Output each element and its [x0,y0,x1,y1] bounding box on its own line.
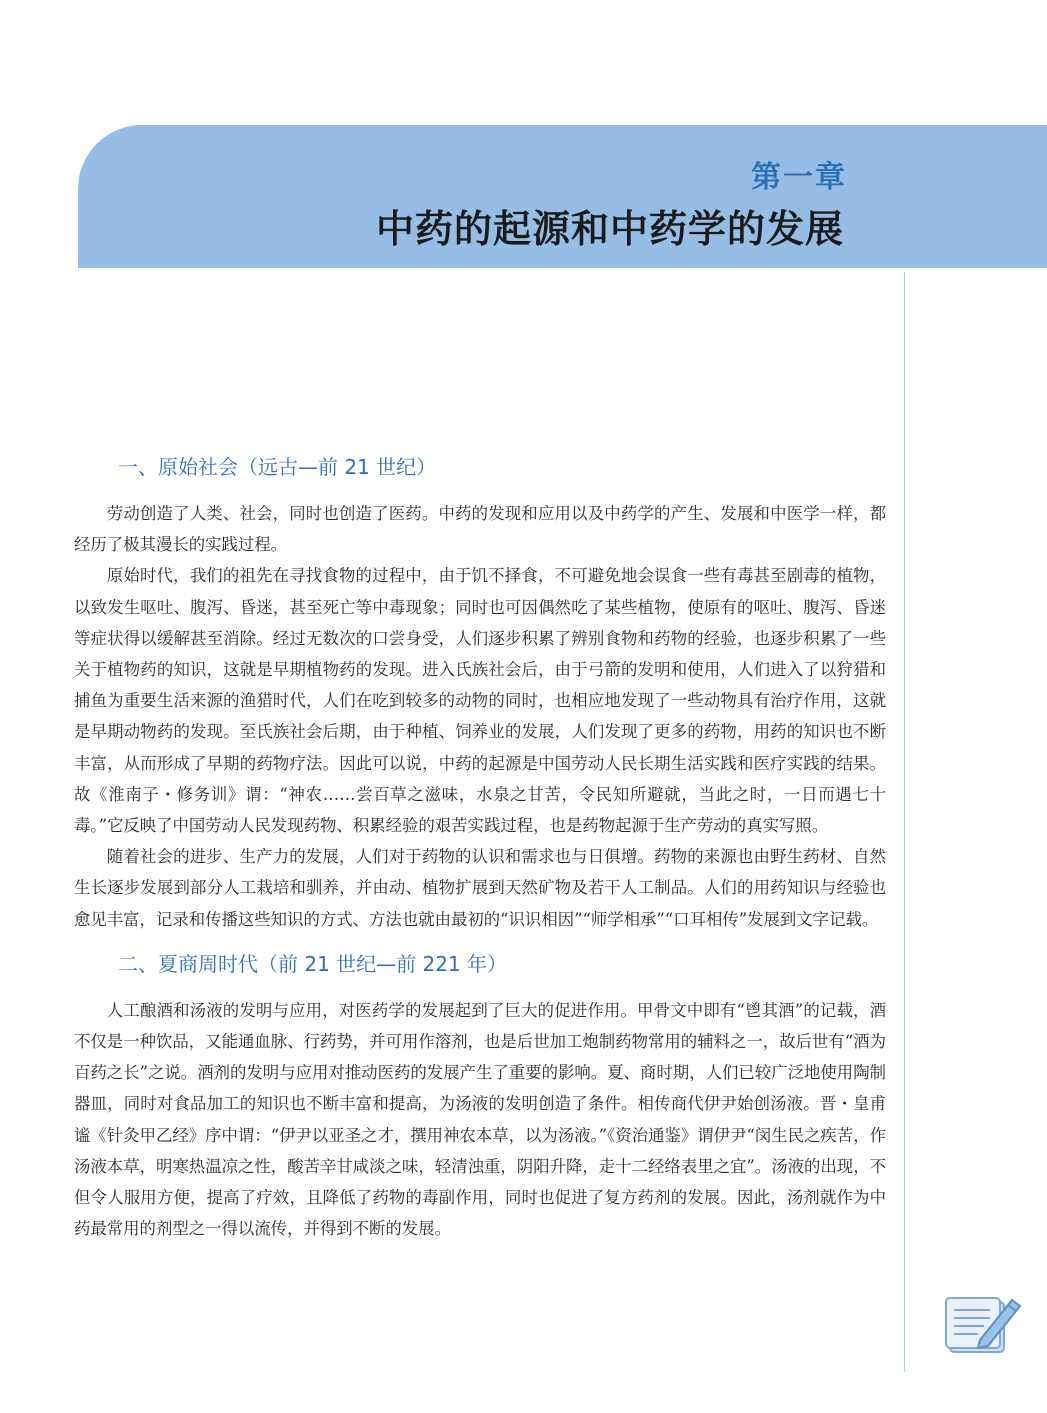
paragraph: 劳动创造了人类、社会，同时也创造了医药。中药的发现和应用以及中药学的产生、发展和中医学一样，都经历了极其漫长的实践过程。 [74,504,886,555]
chapter-label: 第一章 [751,160,847,195]
chapter-title: 中药的起源和中药学的发展 [375,206,844,251]
section-heading-xia-shang-zhou: 二、夏商周时代（前 21 世纪—前 221 年） [118,951,508,976]
section-heading-primitive-society: 一、原始社会（远古—前 21 世纪） [118,455,437,479]
page-content [74,452,886,1244]
note-pencil-icon [942,1290,1024,1360]
margin-rule [904,272,905,1372]
paragraph: 原始时代，我们的祖先在寻找食物的过程中，由于饥不择食，不可避免地会误食一些有毒甚至剧毒的植物，以致发生呕吐、腹泻、昏迷，甚至死亡等中毒现象；同时也可因偶然吃了某些植物，使原有的呕吐、腹泻、昏迷等症状得以缓解甚至消除。经过无数次的口尝身受，人们逐步积累了辨别食物和药物的经验，也逐步积累了一些关于植物药的知识，这就是早期植物药的发现。进入氏族社会后，由于弓箭的发明和使用，人们进入了以狩猎和捕鱼为重要生活来源的渔猎时代，人们在吃到较多的动物的同时，也相应地发现了一些动物具有治疗作用，这就是早期动物药的发现。至氏族社会后期，由于种植、饲养业的发展，人们发现了更多的药物，用药的知识也不断丰富，从而形成了早期的药物疗法。因此可以说，中药的起源是中国劳动人民长期生活实践和医疗实践的结果。故《淮南子・修务训》谓：“神农……尝百草之滋味，水泉之甘苦，令民知所避就，当此之时，一日而遇七十毒。”它反映了中国劳动人民发现药物、积累经验的艰苦实践过程，也是药物起源于生产劳动的真实写照。 [74,566,886,836]
paragraph: 随着社会的进步、生产力的发展，人们对于药物的认识和需求也与日俱增。药物的来源也由野生药材、自然生长逐步发展到部分人工栽培和驯养，并由动、植物扩展到天然矿物及若干人工制品。人们的用药知识与经验也愈见丰富，记录和传播这些知识的方式、方法也就由最初的“识识相因”“师学相承”“口耳相传”发展到文字记载。 [74,847,886,929]
paragraph: 人工酿酒和汤液的发明与应用，对医药学的发展起到了巨大的促进作用。甲骨文中即有“鬯其酒”的记载，酒不仅是一种饮品，又能通血脉、行药势，并可用作溶剂，也是后世加工炮制药物常用的辅料之一，故后世有“酒为百药之长”之说。酒剂的发明与应用对推动医药的发展产生了重要的影响。夏、商时期，人们已较广泛地使用陶制器皿，同时对食品加工的知识也不断丰富和提高，为汤液的发明创造了条件。相传商代伊尹始创汤液。晋・皇甫谧《针灸甲乙经》序中谓：“伊尹以亚圣之才，撰用神农本草，以为汤液。”《资治通鉴》谓伊尹“闵生民之疾苦，作汤液本草，明寒热温凉之性，酸苦辛甘咸淡之味，轻清浊重，阴阳升降，走十二经络表里之宜”。汤液的出现，不但令人服用方便，提高了疗效，且降低了药物的毒副作用，同时也促进了复方药剂的发展。因此，汤剂就作为中药最常用的剂型之一得以流传，并得到不断的发展。 [74,1000,886,1239]
